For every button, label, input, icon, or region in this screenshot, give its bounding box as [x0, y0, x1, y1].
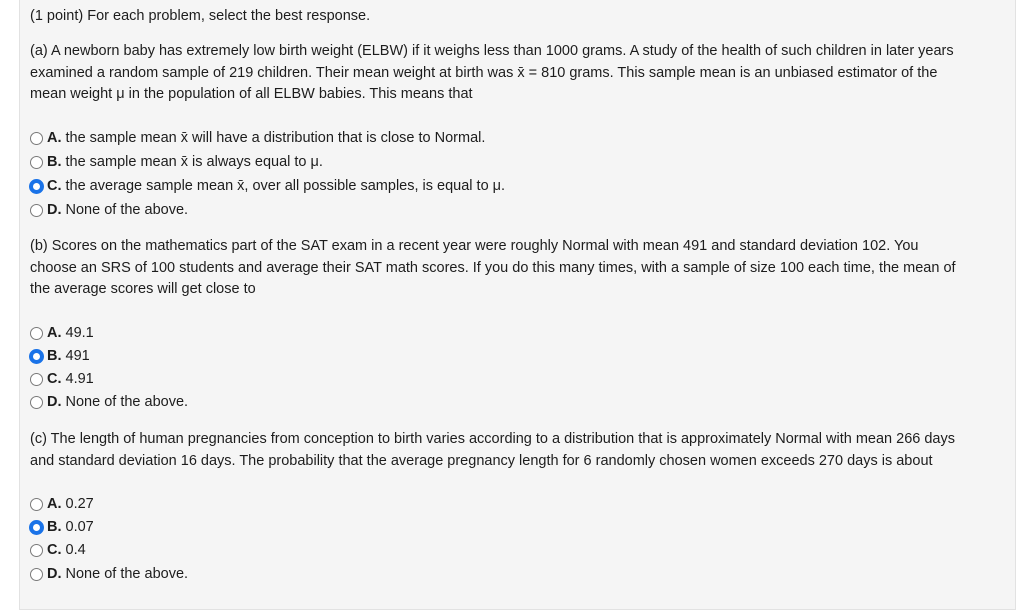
radio-button-selected[interactable] — [29, 179, 44, 194]
option-text: the sample mean x̄ will have a distribution that is close to Normal. — [65, 130, 486, 146]
option-letter: A. — [47, 130, 62, 146]
option-c-A[interactable] — [30, 494, 94, 514]
radio-button[interactable] — [30, 204, 43, 217]
radio-button[interactable] — [30, 568, 43, 581]
radio-button[interactable] — [30, 396, 43, 409]
option-letter: C. — [47, 371, 62, 387]
question-a-line-1: (a) A newborn baby has extremely low birth weight (ELBW) if it weighs less than 1000 grams. A study of the health of such children in later years — [30, 43, 954, 59]
radio-button[interactable] — [30, 498, 43, 511]
option-text: 0.27 — [65, 496, 94, 512]
option-letter: B. — [47, 519, 62, 535]
option-c-D[interactable] — [30, 564, 188, 584]
option-b-B[interactable] — [30, 346, 90, 366]
question-b-line-3: the average scores will get close to — [30, 281, 256, 297]
option-letter: C. — [47, 178, 62, 194]
option-letter: A. — [47, 496, 62, 512]
option-a-C[interactable] — [30, 176, 505, 196]
problem-header: (1 point) For each problem, select the best response. — [30, 8, 371, 24]
option-text: 49.1 — [65, 325, 94, 341]
option-text: None of the above. — [65, 394, 189, 410]
question-a-line-3: mean weight μ in the population of all ELBW babies. This means that — [30, 86, 473, 102]
option-a-B[interactable] — [30, 152, 323, 172]
option-text: None of the above. — [65, 202, 189, 218]
option-letter: D. — [47, 566, 62, 582]
question-b-line-2: choose an SRS of 100 students and average their SAT math scores. If you do this many times, with a sample of size 100 each time, the mean of — [30, 259, 956, 276]
question-b-text — [30, 236, 1005, 301]
question-a-line-2: examined a random sample of 219 children. Their mean weight at birth was x̄ = 810 grams. This sample mean is an unbiased estimator of the — [30, 64, 938, 81]
option-c-C[interactable] — [30, 540, 86, 560]
option-c-B[interactable] — [30, 517, 94, 537]
option-text: 0.07 — [65, 519, 94, 535]
option-text: the average sample mean x̄, over all possible samples, is equal to μ. — [65, 178, 506, 194]
question-c-text — [30, 429, 1005, 472]
option-b-C[interactable] — [30, 369, 94, 389]
option-letter: C. — [47, 542, 62, 558]
radio-button[interactable] — [30, 156, 43, 169]
question-c-line-1: (c) The length of human pregnancies from conception to birth varies according to a distribution that is approximately Normal with mean 266 days — [30, 431, 955, 447]
question-c-line-2: and standard deviation 16 days. The probability that the average pregnancy length for 6 randomly chosen women exceeds 270 days is about — [30, 452, 933, 469]
radio-button[interactable] — [30, 327, 43, 340]
option-letter: D. — [47, 394, 62, 410]
option-a-A[interactable] — [30, 128, 485, 148]
radio-button[interactable] — [30, 373, 43, 386]
option-text: the sample mean x̄ is always equal to μ. — [65, 154, 323, 170]
option-text: None of the above. — [65, 566, 189, 582]
option-letter: D. — [47, 202, 62, 218]
option-text: 0.4 — [65, 542, 86, 558]
radio-button-selected[interactable] — [29, 520, 44, 535]
option-letter: A. — [47, 325, 62, 341]
question-a-text — [30, 41, 1005, 106]
radio-button-selected[interactable] — [29, 349, 44, 364]
option-a-D[interactable] — [30, 200, 188, 220]
question-b-line-1: (b) Scores on the mathematics part of the SAT exam in a recent year were roughly Normal with mean 491 and standard deviation 102. You — [30, 238, 919, 254]
option-text: 491 — [65, 348, 90, 364]
option-letter: B. — [47, 348, 62, 364]
option-b-A[interactable] — [30, 323, 94, 343]
radio-button[interactable] — [30, 132, 43, 145]
option-text: 4.91 — [65, 371, 94, 387]
radio-button[interactable] — [30, 544, 43, 557]
option-b-D[interactable] — [30, 392, 188, 412]
option-letter: B. — [47, 154, 62, 170]
